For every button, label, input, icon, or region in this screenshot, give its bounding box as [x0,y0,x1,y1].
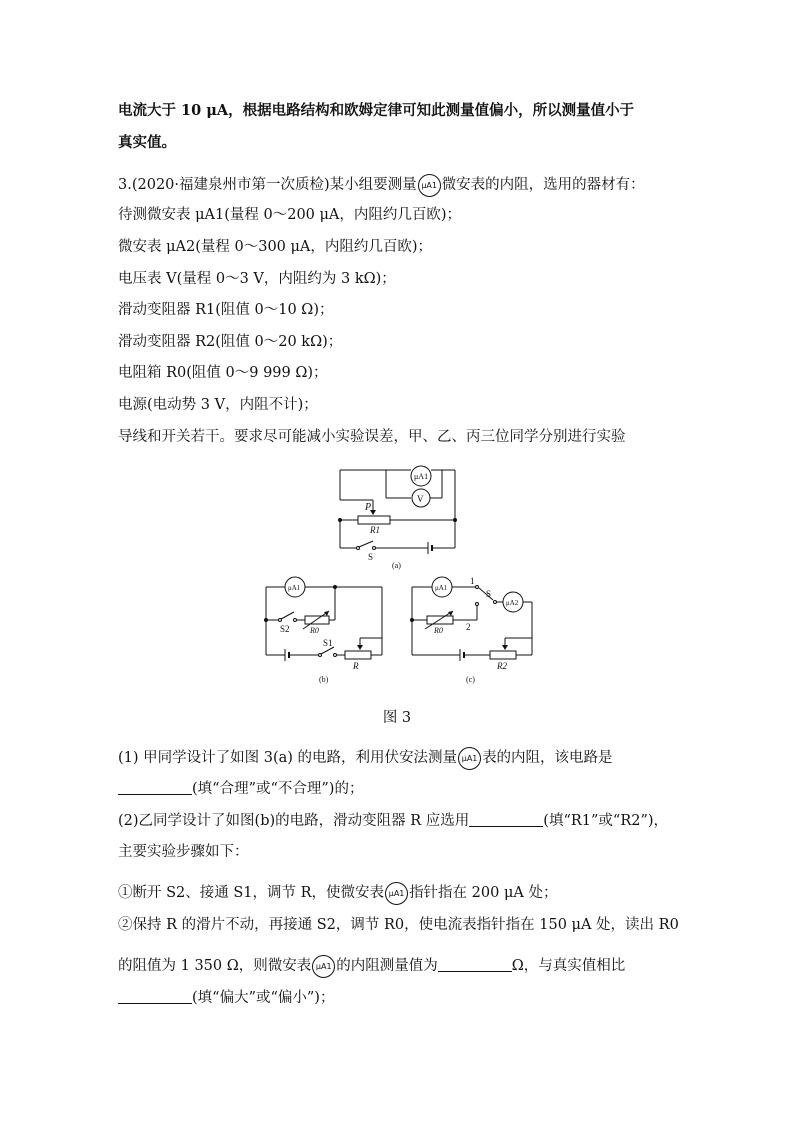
label-c-r0: R0 [434,626,443,635]
step1-text-a: ①断开 S2、接通 S1，调节 R，使微安表 [118,885,385,901]
equipment-item: 微安表 μA2(量程 0～300 μA，内阻约几百欧)； [118,239,433,255]
text-line [118,101,634,121]
equipment-item: 电源(电动势 3 V，内阻不计)； [118,397,318,413]
label-b-meter: μA1 [288,584,301,592]
text-line [118,133,176,153]
microammeter-icon: μA1 [458,747,481,770]
equipment-item: 电压表 V(量程 0～3 V，内阻约为 3 kΩ)； [118,271,396,287]
label-a-p: P [365,502,372,513]
label-c-2: 2 [466,622,471,632]
circuit-figure [0,462,794,702]
circuit-c [411,576,533,684]
label-c-1: 1 [470,576,475,586]
step2-line: ②保持 R 的滑片不动，再接通 S2，调节 R0，使电流表指针指在 150 μA 处，读出 R0 [118,917,679,933]
question-intro-b: 微安表的内阻，选用的器材有： [441,177,645,193]
label-c: (c) [466,675,475,684]
circuit-b [265,577,383,684]
label-a-r: R1 [370,525,380,535]
equipment-item: 电阻箱 R0(阻值 0～9 999 Ω)； [118,365,328,381]
label-b-r0: R0 [310,626,319,635]
question-intro-a: 3.(2020·福建泉州市第一次质检)某小组要测量 [118,177,417,193]
answer-blank-1[interactable] [118,779,192,795]
step2-text-c: Ω，与真实值相比 [511,958,626,974]
microammeter-icon: μA1 [312,955,335,978]
q2-line-2: 主要实验步骤如下： [118,844,249,860]
answer-blank-2[interactable] [469,811,543,827]
label-a-meter: μA1 [414,472,429,481]
figure-caption: 图 3 [382,710,412,726]
q2-line [118,811,668,831]
microammeter-icon: μA1 [418,174,441,197]
q2-text-b: (填“R1”或“R2”)， [543,813,669,829]
label-a: (a) [392,561,401,570]
step1-text-b: 指针指在 200 μA 处； [409,885,558,901]
label-b: (b) [319,675,329,684]
label-c-meter2: μA2 [506,599,519,607]
step2-line-3 [118,988,334,1008]
step2-text-a: 的阻值为 1 350 Ω，则微安表 [118,958,312,974]
label-b-s2: S2 [280,624,290,634]
q1-line-2 [118,779,363,799]
question-intro [118,175,645,203]
microammeter-icon: μA1 [385,882,408,905]
q1-line [118,748,613,776]
equipment-item: 滑动变阻器 R2(阻值 0～20 kΩ)； [118,334,343,350]
answer-blank-4[interactable] [118,988,192,1004]
answer-blank-3[interactable] [438,956,512,972]
q1-text-b: 表的内阻，该电路是 [482,750,613,766]
q1-text-a: (1) 甲同学设计了如图 3(a) 的电路，利用伏安法测量 [118,750,458,766]
equipment-item: 滑动变阻器 R1(阻值 0～10 Ω)； [118,302,334,318]
label-a-volt: V [417,494,424,504]
circuit-a [339,466,457,570]
equipment-item: 导线和开关若干。要求尽可能减小实验误差，甲、乙、丙三位同学分别进行实验 [118,429,626,445]
label-b-s1: S1 [323,638,333,648]
label-b-r: R [353,661,359,671]
q2-text-a: (2)乙同学设计了如图(b)的电路，滑动变阻器 R 应选用 [118,813,470,829]
label-c-s: S [486,589,492,599]
label-a-s: S [368,552,374,562]
step2-line-2 [118,956,625,984]
answer-text-2: 真实值。 [118,134,176,151]
label-c-r2: R2 [497,661,507,671]
answer-text-1: 电流大于 10 μA，根据电路结构和欧姆定律可知此测量值偏小，所以测量值小于 [118,102,635,119]
label-c-meter1: μA1 [435,584,448,592]
equipment-item: 待测微安表 μA1(量程 0～200 μA，内阻约几百欧)； [118,207,462,223]
step2-text-b: 的内阻测量值为 [336,958,438,974]
step2-text-d: (填“偏大”或“偏小”)； [192,990,335,1006]
q1-text-c: (填“合理”或“不合理”)的； [192,781,364,797]
step1-line [118,883,557,911]
